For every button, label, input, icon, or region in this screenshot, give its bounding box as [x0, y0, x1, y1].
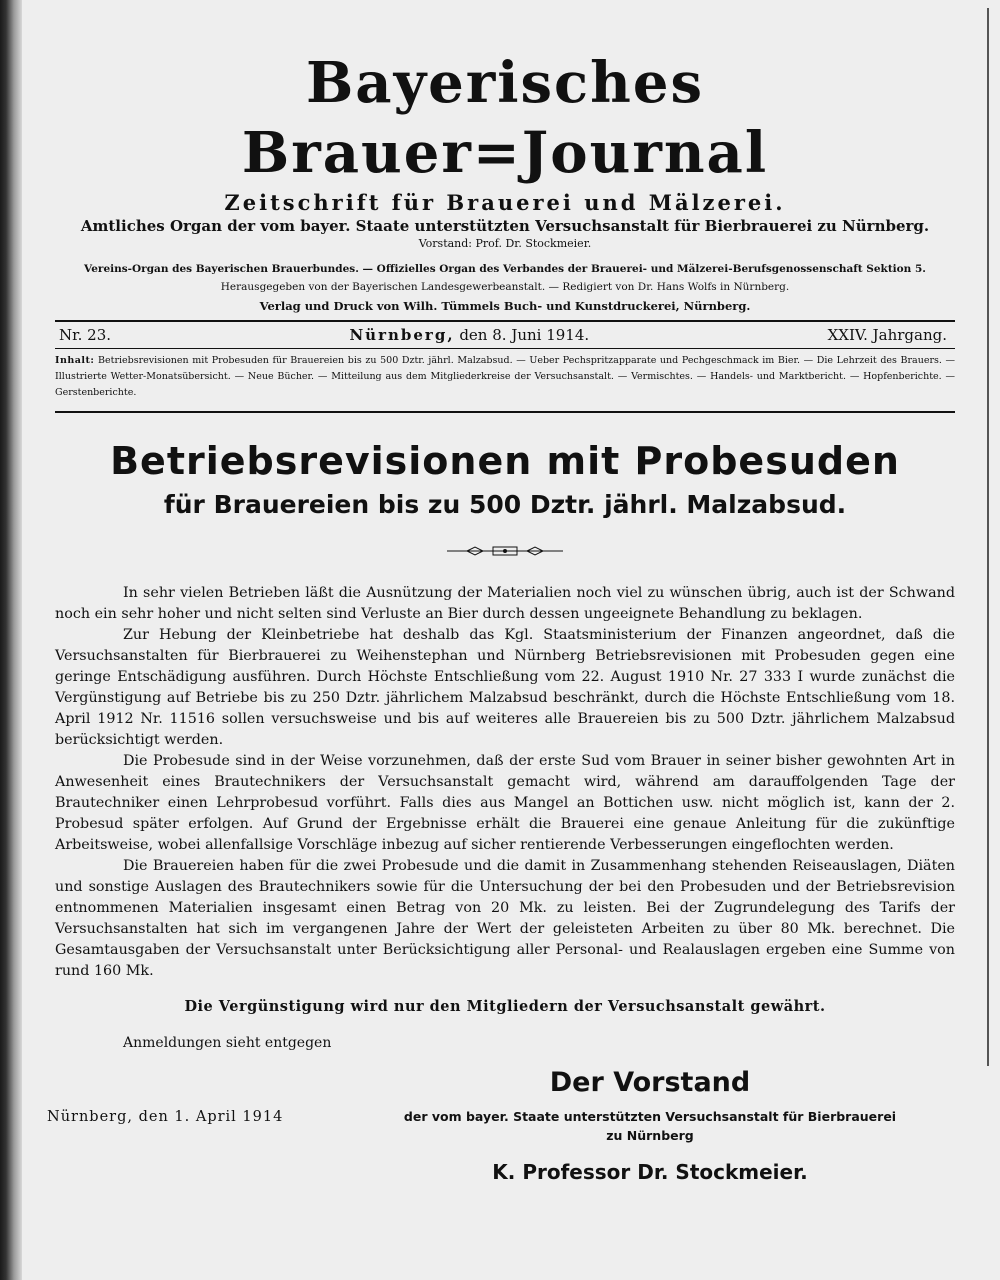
article-subheadline: für Brauereien bis zu 500 Dztr. jährl. Malzabsud.	[163, 490, 847, 519]
issue-place: Nürnberg,	[349, 326, 455, 344]
article-paragraph: Zur Hebung der Kleinbetriebe hat deshalb das Kgl. Staatsministerium der Finanzen angeordnet, daß die Versuchsanstalten für Bierbrauerei zu Weihenstephan und Nürnberg Betriebsrevisionen mit Probesuden gegen eine geringe Entschädigung ausführen. Durch Höchste Entschließung vom 22. August 1910 Nr. 27 333 I wurde zunächst die Vergünstigung auf Betriebe bis zu 250 Dztr. jährlichem Malzabsud beschränkt, durch die Höchste Entschließung vom 18. April 1912 Nr. 11516 sollen versuchsweise und bis auf weiteres alle Brauereien bis zu 500 Dztr. jährlichem Malzabsud berücksichtigt werden.	[55, 627, 955, 748]
masthead-title: Bayerisches Brauer=Journal	[241, 50, 769, 186]
board-title: Der Vorstand	[549, 1067, 751, 1098]
ornament-divider	[55, 543, 955, 557]
scan-page-edge	[0, 0, 22, 1280]
signature-block	[47, 1065, 955, 1205]
members-notice: Die Vergünstigung wird nur den Mitgliedern der Versuchsanstalt gewährt.	[184, 998, 826, 1015]
article-headline: Betriebsrevisionen mit Probesuden	[110, 439, 900, 483]
place-date: Nürnberg, den 1. April 1914	[47, 1109, 284, 1125]
board-location: zu Nürnberg	[606, 1128, 694, 1143]
board-institution: der vom bayer. Staate unterstützten Versuchsanstalt für Bierbrauerei	[403, 1109, 897, 1124]
association-line: Vereins-Organ des Bayerischen Brauerbundes. — Offizielles Organ des Verbandes der Brauerei- und Mälzerei-Berufsgenossenschaft Sektion 5.	[84, 263, 926, 275]
printer-line: Verlag und Druck von Wilh. Tümmels Buch- und Kunstdruckerei, Nürnberg.	[259, 299, 751, 313]
header-rule-bottom	[55, 411, 955, 413]
issue-date: den 8. Juni 1914.	[459, 326, 590, 344]
page-margin-line	[987, 8, 989, 1066]
article-body	[55, 583, 955, 982]
table-of-contents	[55, 349, 955, 407]
board-signature	[350, 1065, 950, 1185]
issue-number: Nr. 23.	[59, 326, 112, 344]
publisher-line: Herausgegeben von der Bayerischen Landesgewerbeanstalt. — Redigiert von Dr. Hans Wolfs in Nürnberg.	[220, 281, 790, 293]
board-line: Vorstand: Prof. Dr. Stockmeier.	[418, 237, 592, 250]
contents-text: Betriebsrevisionen mit Probesuden für Brauereien bis zu 500 Dztr. jährl. Malzabsud. — Ueber Pechspritzapparate und Pechgeschmack im Bier. — Die Lehrzeit des Brauers. — Illustrierte Wetter-Monatsübersicht. — Neue Bücher. — Mitteilung aus dem Mitgliederkreise der Versuchsanstalt. — Vermischtes. — Handels- und Marktbericht. — Hopfenberichte. — Gerstenberichte.	[55, 355, 955, 398]
registrations-line: Anmeldungen sieht entgegen	[123, 1035, 332, 1051]
article-paragraph: Die Brauereien haben für die zwei Probesude und die damit in Zusammenhang stehenden Reiseauslagen, Diäten und sonstige Auslagen des Brautechnikers sowie für die Untersuchung der bei den Probesuden und der Betriebsrevision entnommenen Materialien insgesamt einen Betrag von 20 Mk. zu leisten. Bei der Zugrundelegung des Tarifs der Versuchsanstalten hat sich im vergangenen Jahre der Wert der geleisteten Arbeiten zu über 80 Mk. berechnet. Die Gesamtausgaben der Versuchsanstalt unter Berücksichtigung aller Personal- und Realauslagen ergeben eine Summe von rund 160 Mk.	[55, 858, 955, 979]
issue-info-bar	[55, 322, 955, 348]
article-paragraph: Die Probesude sind in der Weise vorzunehmen, daß der erste Sud vom Brauer in seiner bisher gewohnten Art in Anwesenheit eines Brautechnikers der Versuchsanstalt gemacht wird, während am darauffolgenden Tage der Brautechniker einen Lehrprobesud vorführt. Falls dies aus Mangel an Bottichen usw. nicht möglich ist, kann der 2. Probesud später erfolgen. Auf Grund der Ergebnisse erhält die Brauerei eine genaue Anleitung für die zukünftige Arbeitsweise, wobei allenfallsige Vorschläge inbezug auf sicher rentierende Verbesserungen eingeflochten werden.	[55, 753, 955, 853]
newspaper-page	[47, 30, 955, 1260]
article-paragraph: In sehr vielen Betrieben läßt die Ausnützung der Materialien noch viel zu wünschen übrig, auch ist der Schwand noch ein sehr hoher und nicht selten sind Verluste an Bier durch dessen ungeeignete Behandlung zu beklagen.	[55, 585, 955, 622]
masthead-subtitle: Zeitschrift für Brauerei und Mälzerei.	[224, 190, 786, 215]
official-organ-line: Amtliches Organ der vom bayer. Staate unterstützten Versuchsanstalt für Bierbrauerei zu Nürnberg.	[80, 217, 930, 235]
contents-label: Inhalt:	[55, 355, 95, 366]
signer-name: K. Professor Dr. Stockmeier.	[492, 1160, 808, 1184]
issue-volume: XXIV. Jahrgang.	[827, 326, 947, 344]
